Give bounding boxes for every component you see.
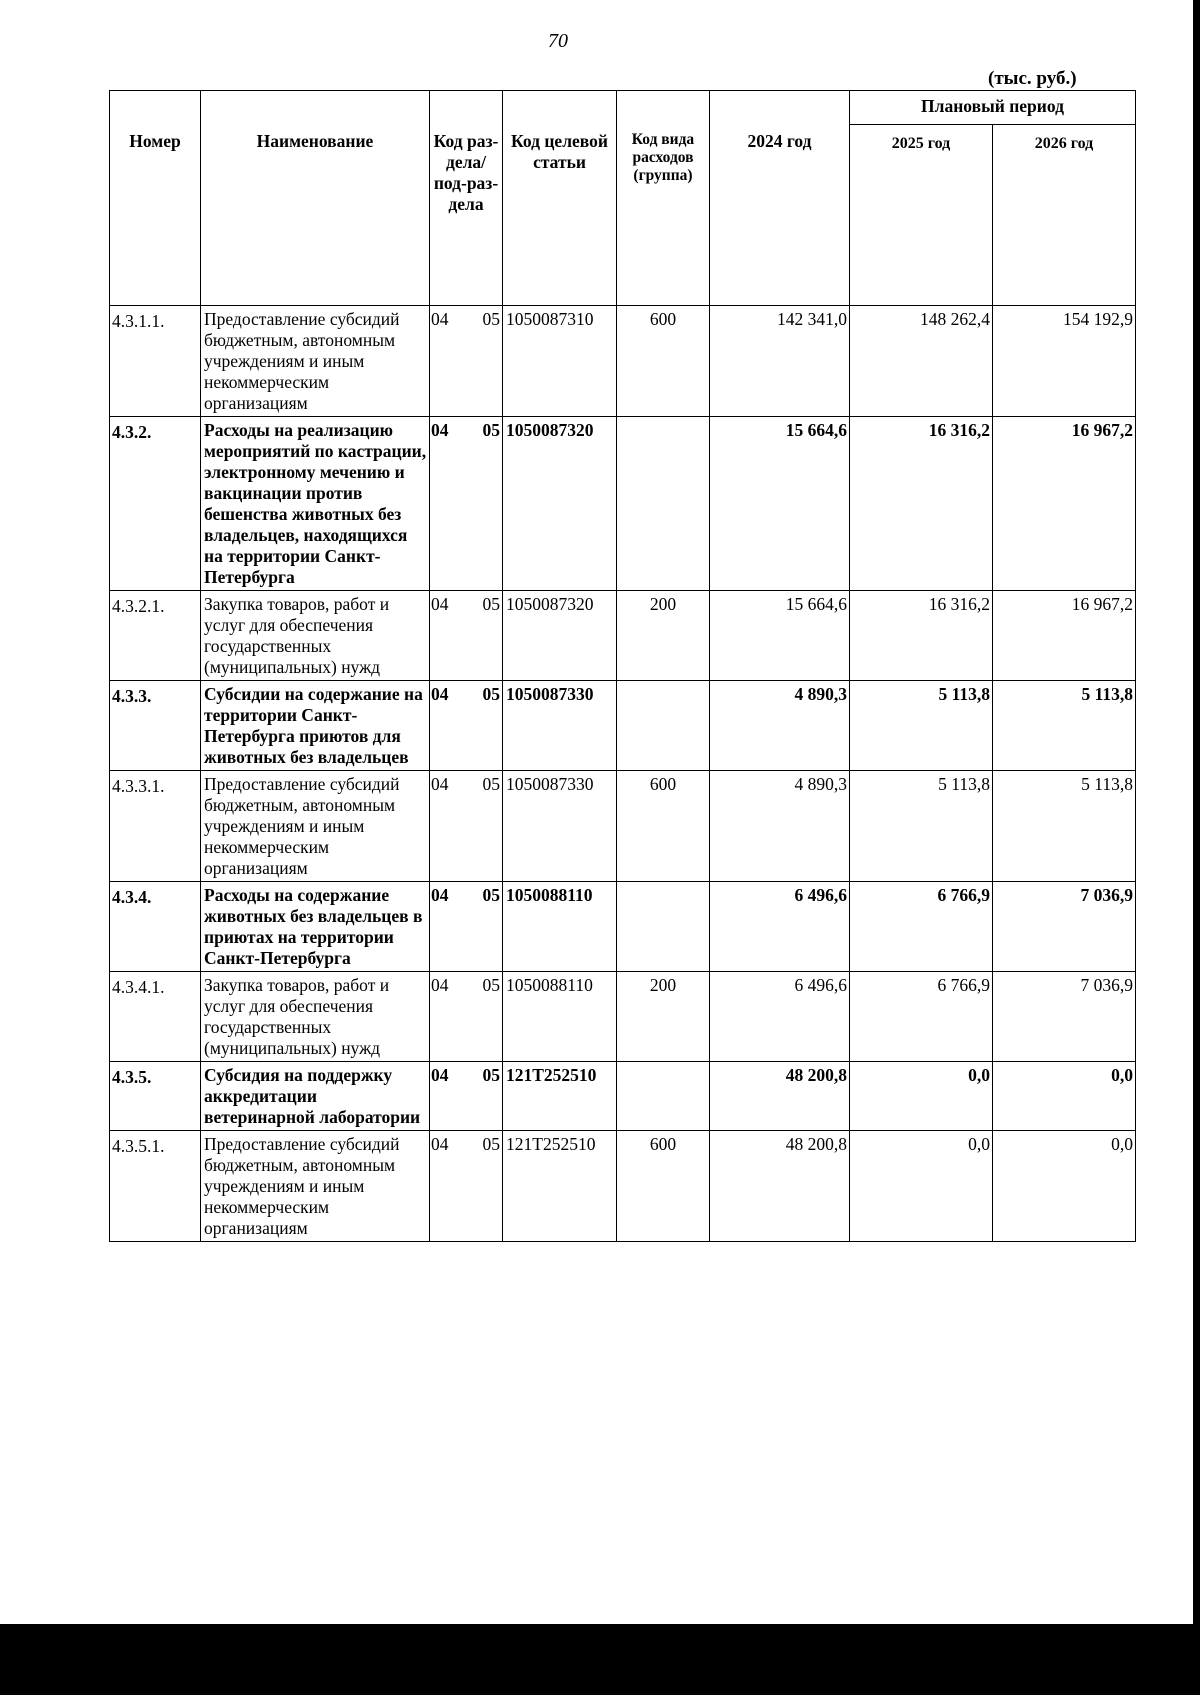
row-subsection: 05 bbox=[482, 309, 500, 329]
row-expense-type bbox=[617, 417, 710, 591]
header-year-2025: 2025 год bbox=[850, 125, 993, 306]
row-value-2024: 142 341,0 bbox=[710, 306, 850, 417]
row-target-article: 1050087330 bbox=[503, 771, 617, 882]
row-name: Субсидия на поддержку аккредитации ветеринарной лаборатории bbox=[201, 1062, 430, 1131]
row-value-2026: 16 967,2 bbox=[993, 417, 1136, 591]
row-target-article: 121Т252510 bbox=[503, 1131, 617, 1242]
row-value-2026: 0,0 bbox=[993, 1131, 1136, 1242]
row-target-article: 1050087330 bbox=[503, 681, 617, 771]
row-name: Предоставление субсидий бюджетным, автономным учреждениям и иным некоммерческим организациям bbox=[201, 771, 430, 882]
row-target-article: 1050087320 bbox=[503, 591, 617, 681]
header-planning-period: Плановый период bbox=[850, 91, 1136, 125]
row-target-article: 1050088110 bbox=[503, 972, 617, 1062]
row-name: Закупка товаров, работ и услуг для обеспечения государственных (муниципальных) нужд bbox=[201, 591, 430, 681]
row-section: 04 bbox=[431, 594, 449, 614]
row-section-cell bbox=[430, 417, 503, 591]
page-edge-border bbox=[1193, 0, 1200, 1695]
row-value-2025: 0,0 bbox=[850, 1062, 993, 1131]
row-section-cell bbox=[430, 591, 503, 681]
row-value-2026: 5 113,8 bbox=[993, 771, 1136, 882]
row-subsection: 05 bbox=[482, 774, 500, 794]
row-subsection: 05 bbox=[482, 1065, 500, 1085]
page-bottom-band bbox=[0, 1624, 1200, 1695]
row-value-2025: 6 766,9 bbox=[850, 882, 993, 972]
row-section: 04 bbox=[431, 1134, 449, 1154]
row-section-cell bbox=[430, 882, 503, 972]
row-value-2024: 15 664,6 bbox=[710, 417, 850, 591]
row-expense-type bbox=[617, 1062, 710, 1131]
row-subsection: 05 bbox=[482, 684, 500, 704]
table-row bbox=[110, 591, 1136, 681]
table-row bbox=[110, 882, 1136, 972]
row-expense-type: 200 bbox=[617, 591, 710, 681]
row-value-2024: 6 496,6 bbox=[710, 882, 850, 972]
row-number: 4.3.5.1. bbox=[110, 1131, 201, 1242]
row-value-2026: 16 967,2 bbox=[993, 591, 1136, 681]
row-name: Субсидии на содержание на территории Санкт-Петербурга приютов для животных без владельцев bbox=[201, 681, 430, 771]
row-section-cell bbox=[430, 1062, 503, 1131]
row-section: 04 bbox=[431, 1065, 449, 1085]
row-value-2025: 148 262,4 bbox=[850, 306, 993, 417]
table-row bbox=[110, 771, 1136, 882]
row-value-2025: 5 113,8 bbox=[850, 771, 993, 882]
row-number: 4.3.4. bbox=[110, 882, 201, 972]
row-name: Предоставление субсидий бюджетным, автономным учреждениям и иным некоммерческим организациям bbox=[201, 1131, 430, 1242]
header-year-2026: 2026 год bbox=[993, 125, 1136, 306]
table-row bbox=[110, 417, 1136, 591]
row-number: 4.3.2.1. bbox=[110, 591, 201, 681]
row-section-cell bbox=[430, 771, 503, 882]
row-subsection: 05 bbox=[482, 975, 500, 995]
row-name: Предоставление субсидий бюджетным, автономным учреждениям и иным некоммерческим организациям bbox=[201, 306, 430, 417]
row-section: 04 bbox=[431, 774, 449, 794]
header-section-code: Код раз-дела/ под-раз-дела bbox=[430, 91, 503, 306]
row-name: Расходы на содержание животных без владельцев в приютах на территории Санкт-Петербурга bbox=[201, 882, 430, 972]
row-name: Закупка товаров, работ и услуг для обеспечения государственных (муниципальных) нужд bbox=[201, 972, 430, 1062]
row-section: 04 bbox=[431, 420, 449, 440]
row-value-2025: 16 316,2 bbox=[850, 591, 993, 681]
budget-table bbox=[109, 90, 1136, 1242]
row-subsection: 05 bbox=[482, 420, 500, 440]
row-subsection: 05 bbox=[482, 1134, 500, 1154]
row-subsection: 05 bbox=[482, 885, 500, 905]
row-value-2025: 5 113,8 bbox=[850, 681, 993, 771]
table-header bbox=[110, 91, 1136, 306]
table-body bbox=[110, 306, 1136, 1242]
row-target-article: 1050088110 bbox=[503, 882, 617, 972]
row-value-2024: 15 664,6 bbox=[710, 591, 850, 681]
row-number: 4.3.2. bbox=[110, 417, 201, 591]
row-target-article: 1050087320 bbox=[503, 417, 617, 591]
row-value-2025: 6 766,9 bbox=[850, 972, 993, 1062]
row-number: 4.3.5. bbox=[110, 1062, 201, 1131]
row-target-article: 1050087310 bbox=[503, 306, 617, 417]
row-section-cell bbox=[430, 1131, 503, 1242]
row-value-2024: 48 200,8 bbox=[710, 1131, 850, 1242]
table-row bbox=[110, 681, 1136, 771]
row-section: 04 bbox=[431, 975, 449, 995]
row-value-2026: 154 192,9 bbox=[993, 306, 1136, 417]
row-value-2026: 0,0 bbox=[993, 1062, 1136, 1131]
row-value-2024: 6 496,6 bbox=[710, 972, 850, 1062]
row-number: 4.3.1.1. bbox=[110, 306, 201, 417]
header-number: Номер bbox=[110, 91, 201, 306]
row-target-article: 121Т252510 bbox=[503, 1062, 617, 1131]
header-name: Наименование bbox=[201, 91, 430, 306]
row-expense-type bbox=[617, 882, 710, 972]
row-value-2025: 0,0 bbox=[850, 1131, 993, 1242]
row-section: 04 bbox=[431, 309, 449, 329]
row-value-2026: 7 036,9 bbox=[993, 972, 1136, 1062]
header-expense-type: Код вида расходов (группа) bbox=[617, 91, 710, 306]
row-value-2024: 48 200,8 bbox=[710, 1062, 850, 1131]
row-value-2024: 4 890,3 bbox=[710, 771, 850, 882]
row-value-2025: 16 316,2 bbox=[850, 417, 993, 591]
row-section: 04 bbox=[431, 885, 449, 905]
header-target-article: Код целевой статьи bbox=[503, 91, 617, 306]
header-year-2024: 2024 год bbox=[710, 91, 850, 306]
row-number: 4.3.4.1. bbox=[110, 972, 201, 1062]
row-expense-type: 600 bbox=[617, 306, 710, 417]
row-name: Расходы на реализацию мероприятий по кастрации, электронному мечению и вакцинации против бешенства животных без владельцев, находящихся на территории Санкт-Петербурга bbox=[201, 417, 430, 591]
row-number: 4.3.3.1. bbox=[110, 771, 201, 882]
table-row bbox=[110, 1131, 1136, 1242]
row-value-2026: 7 036,9 bbox=[993, 882, 1136, 972]
table-row bbox=[110, 972, 1136, 1062]
table-row bbox=[110, 306, 1136, 417]
units-label: (тыс. руб.) bbox=[988, 68, 1077, 89]
row-expense-type bbox=[617, 681, 710, 771]
row-expense-type: 600 bbox=[617, 771, 710, 882]
row-section: 04 bbox=[431, 684, 449, 704]
row-section-cell bbox=[430, 306, 503, 417]
row-section-cell bbox=[430, 972, 503, 1062]
row-expense-type: 600 bbox=[617, 1131, 710, 1242]
row-subsection: 05 bbox=[482, 594, 500, 614]
table-row bbox=[110, 1062, 1136, 1131]
row-expense-type: 200 bbox=[617, 972, 710, 1062]
row-number: 4.3.3. bbox=[110, 681, 201, 771]
row-value-2026: 5 113,8 bbox=[993, 681, 1136, 771]
row-value-2024: 4 890,3 bbox=[710, 681, 850, 771]
page-number: 70 bbox=[548, 30, 568, 52]
row-section-cell bbox=[430, 681, 503, 771]
